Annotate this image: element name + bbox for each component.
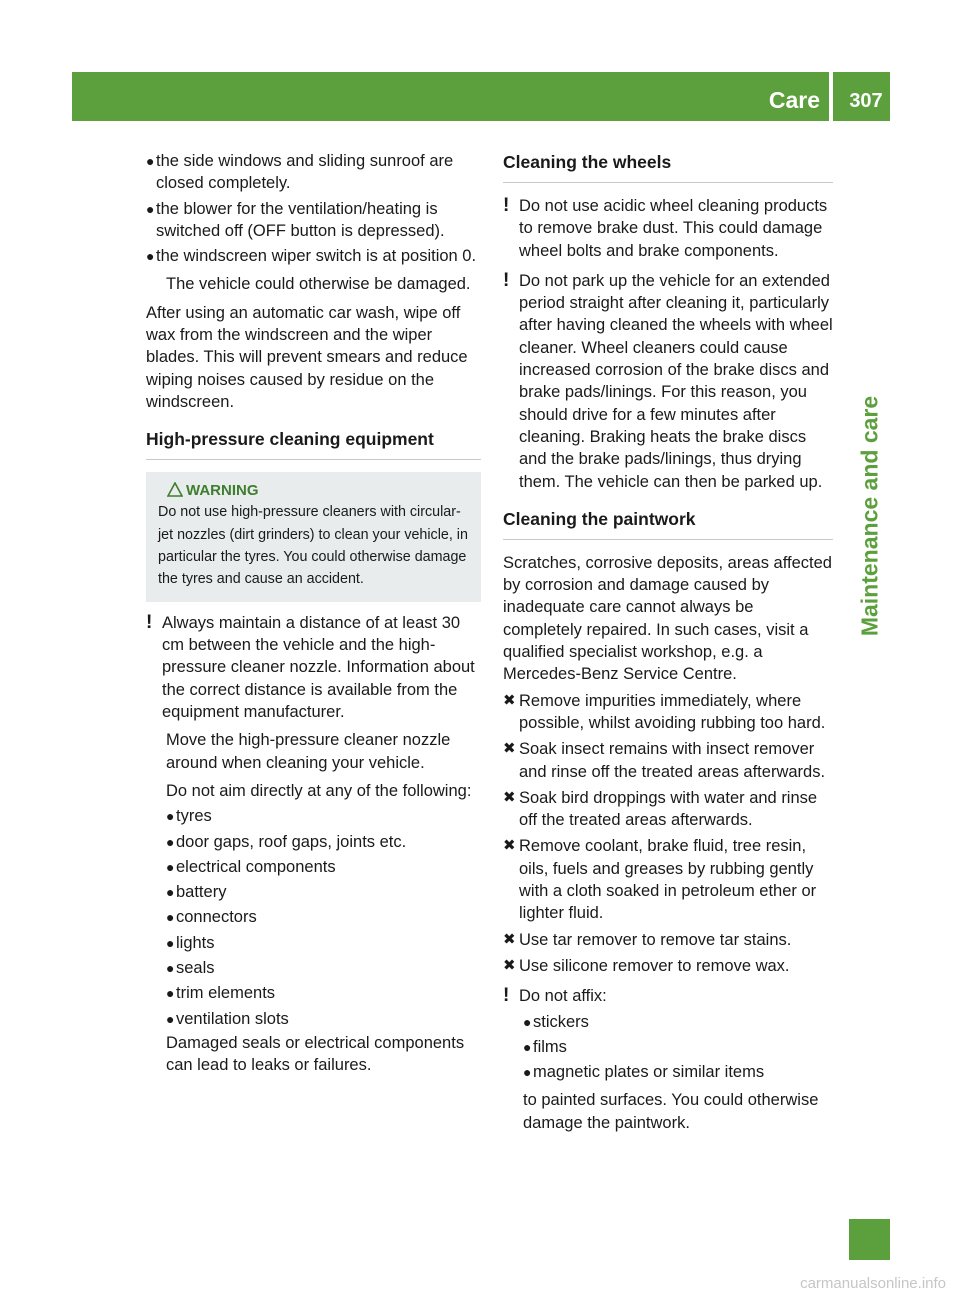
do-not-aim-text: Do not aim directly at any of the following: (166, 781, 472, 800)
bullet-icon: ● (166, 833, 175, 850)
bullet-icon: ● (166, 808, 175, 825)
bullet-icon: ● (523, 1038, 532, 1055)
step-item: ✖ Remove impurities immediately, where possible, whilst avoiding rubbing too hard. (503, 690, 833, 735)
header-separator (829, 72, 833, 121)
bullet-icon: ● (166, 934, 175, 951)
aim-list (146, 805, 481, 1030)
arrow-icon: ✖ (503, 740, 516, 758)
damage-note: The vehicle could otherwise be damaged. (166, 275, 471, 294)
bullet-icon: ● (166, 858, 175, 875)
list-item: ● tyres (166, 805, 481, 827)
affix-tail-text: to painted surfaces. You could otherwise damage the paintwork. (523, 1091, 819, 1132)
list-item: ● the windscreen wiper switch is at position 0. (146, 245, 481, 267)
watermark: carmanualsonline.info (800, 1275, 946, 1292)
arrow-icon: ✖ (503, 956, 516, 974)
step-item: ✖ Remove coolant, brake fluid, tree resin, oils, fuels and greases by rubbing gently with a cloth soaked in petroleum ether or lighter fluid. (503, 835, 833, 924)
heading-cleaning-paintwork: Cleaning the paintwork (503, 507, 833, 540)
step-item: ✖ Soak bird droppings with water and rinse off the treated areas afterwards. (503, 787, 833, 832)
bullet-icon: ● (166, 909, 175, 926)
affix-list (503, 1011, 833, 1084)
list-item: ● battery (166, 881, 481, 903)
heading-cleaning-wheels: Cleaning the wheels (503, 150, 833, 183)
list-item: ● door gaps, roof gaps, joints etc. (166, 831, 481, 853)
list-item: ● seals (166, 957, 481, 979)
section-title: Care (768, 87, 820, 113)
side-block (849, 1219, 890, 1260)
bullet-icon: ● (523, 1013, 532, 1030)
list-item: ● electrical components (166, 856, 481, 878)
paintwork-paragraph: Scratches, corrosive deposits, areas affected by corrosion and damage caused by inadequate care cannot always be completely repaired. In such cases, visit a qualified specialist workshop, e.g. a Mercedes-Benz Service Centre. (503, 553, 832, 684)
side-tab-label: Maintenance and care (856, 395, 882, 637)
bullet-icon: ● (146, 153, 155, 169)
step-item: ✖ Use tar remover to remove tar stains. (503, 929, 833, 951)
bullet-icon: ● (166, 985, 175, 1002)
arrow-icon: ✖ (503, 837, 516, 855)
damaged-seals-text: Damaged seals or electrical components can lead to leaks or failures. (166, 1033, 465, 1075)
warning-title: WARNING (158, 481, 471, 501)
left-column (146, 150, 481, 1077)
affix-note: ! Do not affix: (503, 985, 607, 1007)
list-item: ● magnetic plates or similar items (523, 1061, 833, 1083)
step-item: ✖ Soak insect remains with insect remover and rinse off the treated areas afterwards. (503, 738, 833, 783)
list-item: ● connectors (166, 906, 481, 928)
list-item: ● the side windows and sliding sunroof are closed completely. (146, 150, 481, 195)
exclamation-icon: ! (503, 269, 510, 291)
warning-triangle-icon (167, 482, 183, 497)
warning-box (146, 472, 481, 602)
exclamation-icon: ! (146, 611, 153, 633)
caution-distance: ! Always maintain a distance of at least 30 cm between the vehicle and the high-pressure cleaner nozzle. Information about the correct distance is available from the equipment manufacturer. (146, 612, 481, 723)
bullet-icon: ● (166, 1010, 175, 1027)
bullet-icon: ● (166, 960, 175, 977)
exclamation-icon: ! (503, 985, 510, 1007)
car-wash-paragraph: After using an automatic car wash, wipe off wax from the windscreen and the wiper blades. This will prevent smears and reduce wiping noises caused by residue on the windscreen. (146, 303, 468, 411)
heading-high-pressure: High-pressure cleaning equipment (146, 427, 481, 460)
page-number: 307 (849, 90, 883, 112)
arrow-icon: ✖ (503, 788, 516, 806)
list-item: ● the blower for the ventilation/heating is switched off (OFF button is depressed). (146, 198, 481, 243)
arrow-icon: ✖ (503, 691, 516, 709)
wheels-note-parking: ! Do not park up the vehicle for an extended period straight after cleaning it, particularly after having cleaned the wheels with wheel cleaner. Wheel cleaners could cause increased corrosion of the brake discs and brake pads/linings. For this reason, you should drive for a few minutes after cleaning. Braking heats the brake discs and the brake pads/linings, thus drying them. The vehicle can then be parked up. (503, 270, 833, 493)
list-item: ● films (523, 1036, 833, 1058)
wheels-note-acidic: ! Do not use acidic wheel cleaning products to remove brake dust. This could damage wheel bolts and brake components. (503, 195, 833, 262)
warning-text: Do not use high-pressure cleaners with circular-jet nozzles (dirt grinders) to clean your vehicle, in particular the tyres. You could otherwise damage the tyres and cause an accident. (158, 504, 468, 588)
bullet-icon: ● (146, 248, 155, 265)
step-item: ✖ Use silicone remover to remove wax. (503, 955, 833, 977)
list-item: ● lights (166, 932, 481, 954)
list-item: ● stickers (523, 1011, 833, 1033)
header-bar (72, 72, 890, 121)
move-nozzle-text: Move the high-pressure cleaner nozzle around when cleaning your vehicle. (166, 731, 451, 772)
exclamation-icon: ! (503, 195, 510, 216)
bullet-icon: ● (146, 200, 155, 217)
bullet-icon: ● (523, 1064, 532, 1081)
bullet-icon: ● (166, 884, 175, 901)
side-tab (849, 386, 890, 646)
list-item: ● trim elements (166, 982, 481, 1004)
list-item: ● ventilation slots (166, 1008, 481, 1030)
arrow-icon: ✖ (503, 930, 516, 948)
right-column (503, 150, 833, 1134)
